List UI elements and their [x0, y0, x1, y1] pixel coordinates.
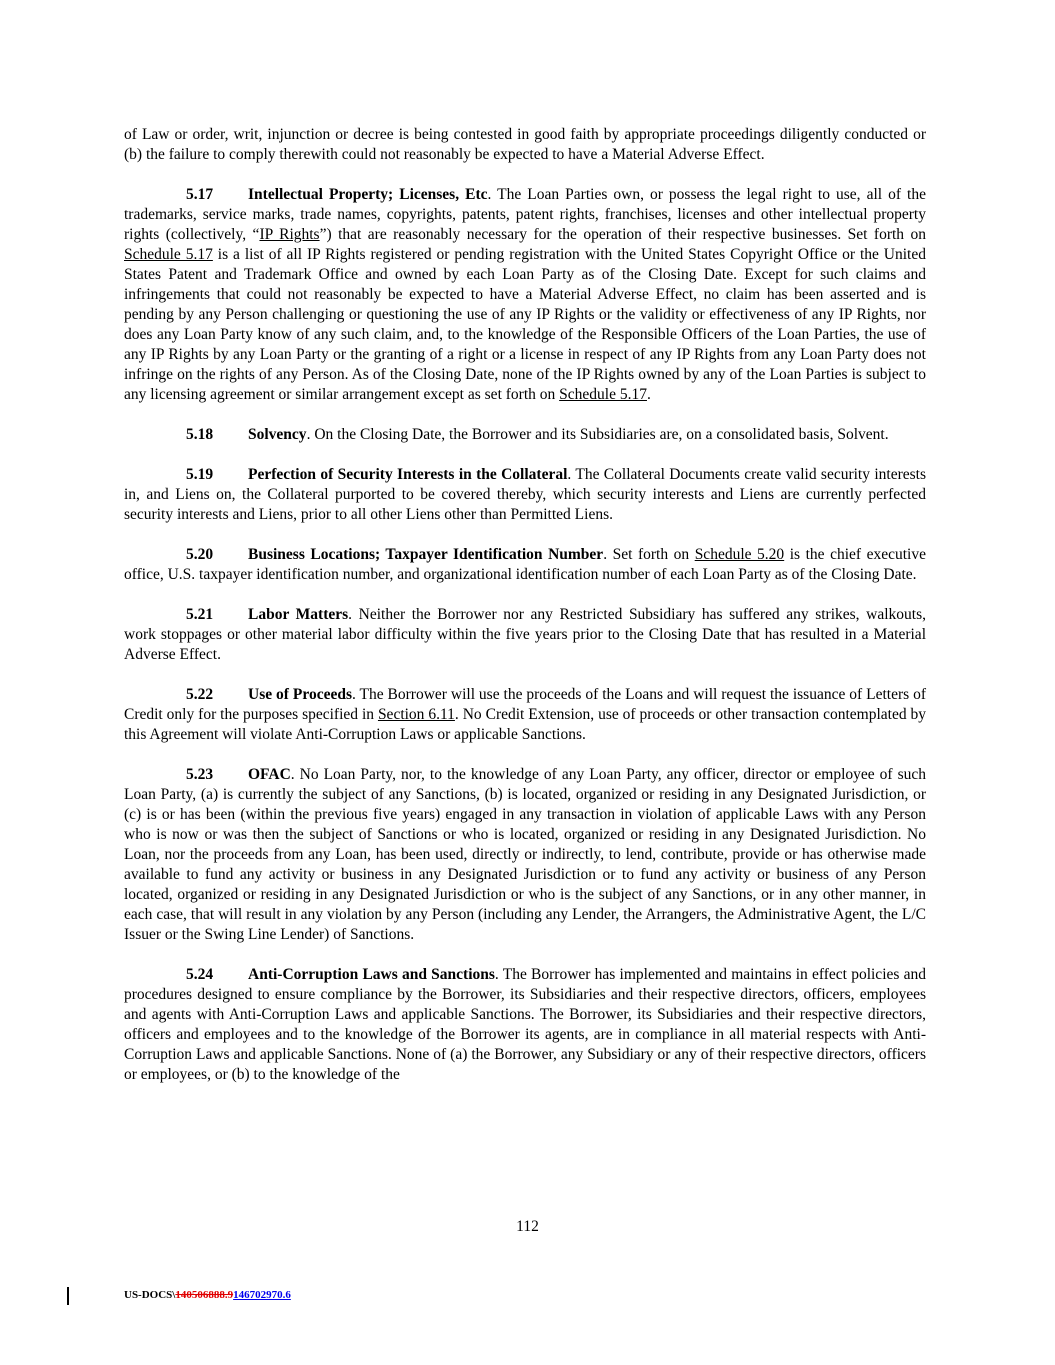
section-text: . The Borrower will use the proceeds of the Loans and will request the issuance of Letters of Credit only for the purposes specified in [124, 686, 926, 723]
section-5-19 [124, 465, 926, 525]
section-number: 5.22 [186, 686, 214, 703]
section-number: 5.20 [186, 546, 214, 563]
section-title: Use of Proceeds [248, 686, 352, 703]
section-5-24 [124, 965, 926, 1085]
page-number: 112 [516, 1218, 539, 1235]
section-text: ”) that are reasonably necessary for the operation of their respective businesses. Set forth on [319, 226, 926, 243]
section-6-11-ref: Section 6.11 [377, 706, 455, 723]
schedule-5-17-ref: Schedule 5.17 [559, 386, 647, 403]
section-title: Labor Matters [248, 606, 349, 623]
section-title: Business Locations; Taxpayer Identification Number [248, 546, 604, 563]
section-text: . Set forth on [603, 546, 695, 563]
defined-term-ip-rights: IP Rights [259, 226, 320, 243]
section-text: is a list of all IP Rights registered or pending registration with the United States Copyright Office or the United States Patent and Trademark Office and owned by each Loan Party as of the Closing Date. Except for such claims and infringements that could not reasonably be expected to have a Material Adverse Effect, no claim has been asserted and is pending by any Person challenging or questioning the use of any IP Rights or the validity or effectiveness of any IP Rights, nor does any Loan Party know of any such claim, and, to the knowledge of the Responsible Officers of the Loan Parties, the use of any IP Rights by any Loan Party or the granting of a right or a license in respect of any IP Rights from any Loan Party does not infringe on the rights of any Person. As of the Closing Date, none of the IP Rights owned by any of the Loan Parties is subject to any licensing agreement or similar arrangement except as set forth on [124, 246, 926, 403]
section-title: Anti-Corruption Laws and Sanctions [248, 966, 495, 983]
section-text: . On the Closing Date, the Borrower and its Subsidiaries are, on a consolidated basis, Solvent. [306, 426, 889, 443]
section-number: 5.21 [186, 606, 214, 623]
section-text: . The Loan Parties own, or possess the legal right to use, all of the trademarks, service marks, trade names, copyrights, patents, patent rights, franchises, licenses and other intellectual property rights (collectively, “ [124, 186, 926, 243]
section-title: Perfection of Security Interests in the Collateral [248, 466, 568, 483]
section-text: . Neither the Borrower nor any Restricted Subsidiary has suffered any strikes, walkouts, work stoppages or other material labor difficulty within the five years prior to the Closing Date that has resulted in a Material Adverse Effect. [124, 606, 926, 663]
section-title: Solvency [248, 426, 307, 443]
footer-prefix: US-DOCS\ [124, 1289, 176, 1301]
schedule-5-20-ref: Schedule 5.20 [694, 546, 785, 563]
section-text: . The Collateral Documents create valid security interests in, and Liens on, the Collateral purported to be covered thereby, which security interests and Liens are currently perfected security interests and Liens, prior to all other Liens other than Permitted Liens. [124, 466, 926, 523]
footer-deleted-id: 140506888.9 [175, 1289, 234, 1301]
section-number: 5.19 [186, 466, 214, 483]
section-5-18 [124, 425, 926, 445]
schedule-5-17-ref: Schedule 5.17 [124, 246, 213, 263]
section-5-23 [124, 765, 926, 945]
section-text: . No Loan Party, nor, to the knowledge of any Loan Party, any officer, director or employee of such Loan Party, (a) is currently the subject of any Sanctions, (b) is located, organized or residing in any Designated Jurisdiction, or (c) is or has been (within the previous five years) engaged in any transaction in violation of applicable Laws with any Person who is now or was then the subject of Sanctions or who is located, organized or residing in any Designated Jurisdiction. No Loan, nor the proceeds from any Loan, has been used, directly or indirectly, to lend, contribute, provide or has otherwise made available to fund any activity or business in any Designated Jurisdiction or to fund any activity or business of any Person located, organized or residing in any Designated Jurisdiction or who is the subject of any Sanctions, or in any other manner, in each case, that will result in any violation by any Person (including any Lender, the Arrangers, the Administrative Agent, the L/C Issuer or the Swing Line Lender) of Sanctions. [124, 766, 926, 943]
section-number: 5.23 [186, 766, 214, 783]
section-text: . [646, 386, 651, 403]
section-title: OFAC [248, 766, 291, 783]
section-number: 5.24 [186, 966, 214, 983]
section-title: Intellectual Property; Licenses, Etc [248, 186, 488, 203]
section-5-22 [124, 685, 926, 745]
footer-inserted-id: 146702970.6 [233, 1289, 291, 1301]
section-5-20 [124, 545, 926, 585]
section-text: is the chief executive office, U.S. taxpayer identification number, and organizational identification number of each Loan Party as of the Closing Date. [124, 546, 926, 583]
section-5-21 [124, 605, 926, 665]
intro-paragraph: of Law or order, writ, injunction or decree is being contested in good faith by appropriate proceedings diligently conducted or (b) the failure to comply therewith could not reasonably be expected to have a Material Adverse Effect. [124, 126, 926, 163]
revision-change-bar [67, 1287, 69, 1305]
document-body [124, 125, 926, 1105]
section-text: . The Borrower has implemented and maintains in effect policies and procedures designed to ensure compliance by the Borrower, its Subsidiaries and their respective directors, officers, employees and agents with Anti-Corruption Laws and applicable Sanctions. The Borrower, its Subsidiaries and their respective directors, officers and employees and to the knowledge of the Borrower its agents, are in compliance in all material respects with Anti-Corruption Laws and applicable Sanctions. None of (a) the Borrower, any Subsidiary or any of their respective directors, officers or employees, or (b) to the knowledge of the [124, 966, 927, 1083]
section-5-17 [124, 185, 926, 405]
section-number: 5.17 [186, 186, 214, 203]
section-number: 5.18 [186, 426, 214, 443]
section-text: . No Credit Extension, use of proceeds or other transaction contemplated by this Agreement will violate Anti-Corruption Laws or applicable Sanctions. [124, 706, 927, 743]
document-id-footer [124, 1289, 291, 1301]
